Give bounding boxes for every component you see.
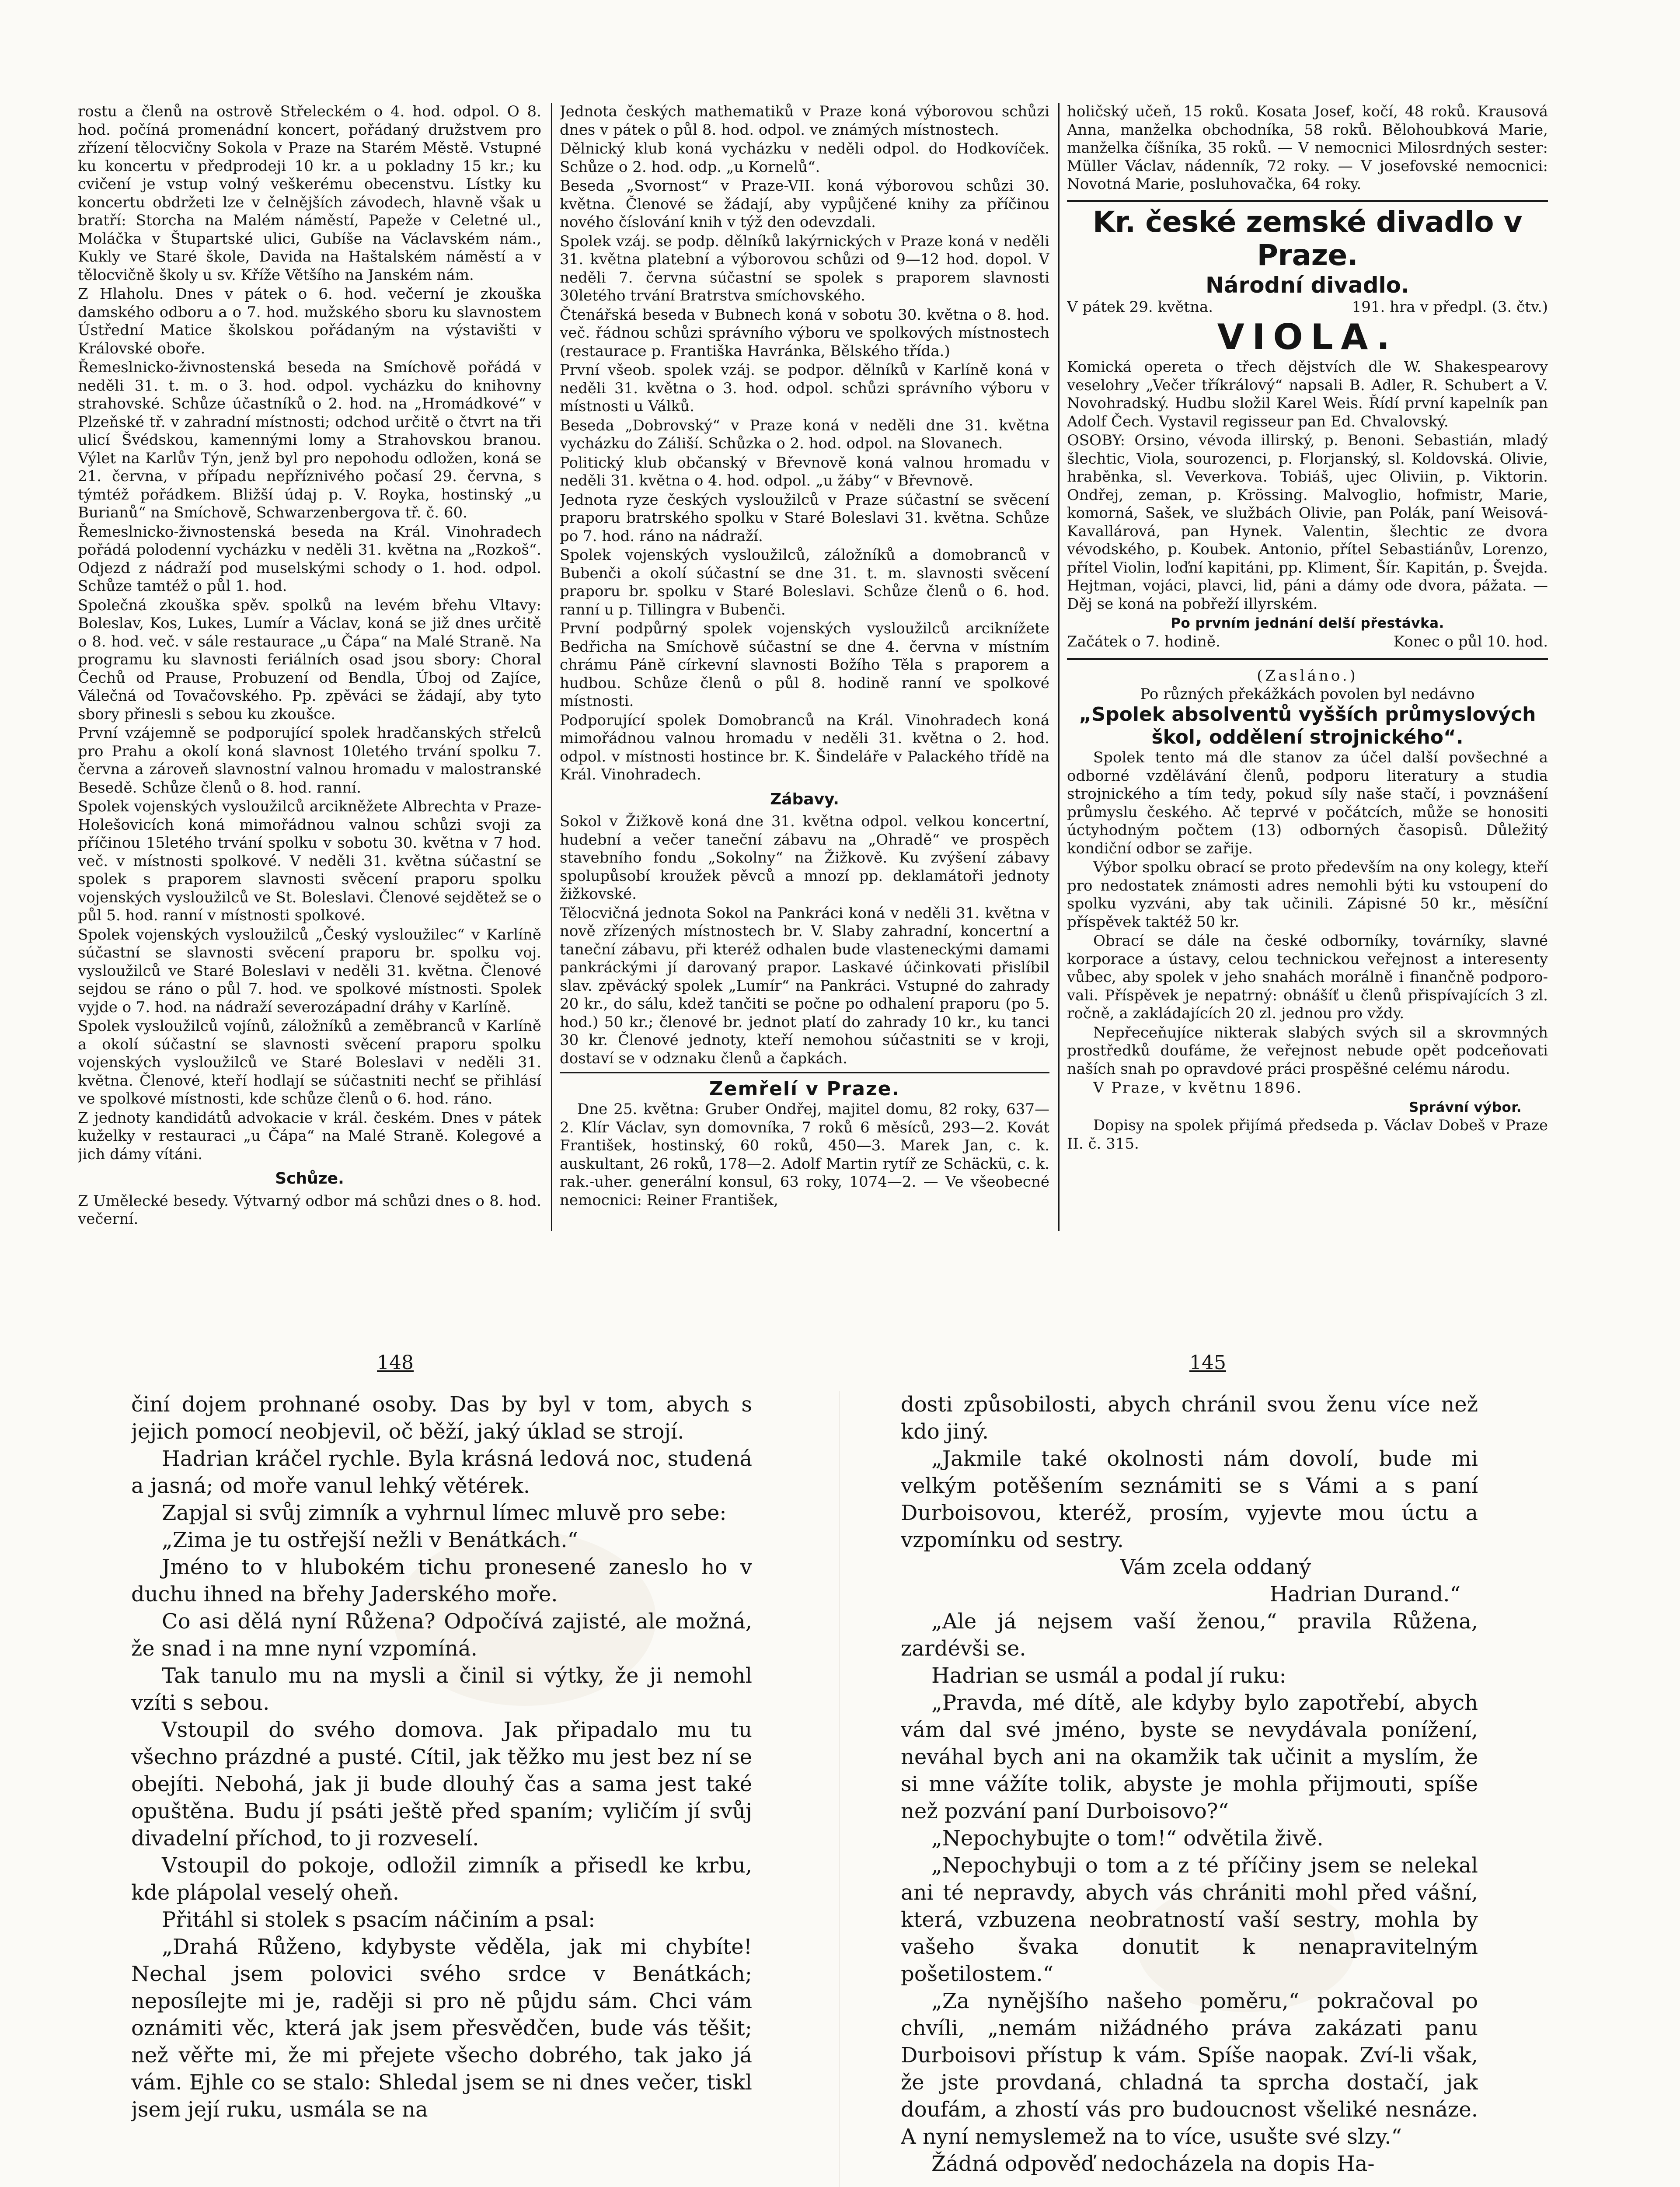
letter-signature: Hadrian Durand.“ [1269,1582,1460,1607]
story-paragraph: „Za nynějšího našeho poměru,“ pokračoval po chvíli, „nemám nižádného práva zakázati panu Durboisovi přístup k vám. Spíše naopak. Zví-li však, že jste provdaná, chladná ta sprcha dostačí, jak doufám, a zhostí vás pro budoucnost všeliké nesnáze. A nyní nemyslemež na to více, usušte své slzy.“ [901,1989,1478,2149]
column-rule-2 [1058,103,1060,1231]
story-paragraph: „Pravda, mé dítě, ale kdyby bylo zapotřebí, abych vám dal své jméno, byste se nevydávala ponížení, neváhal bych ani na okamžik tak učinit a myslím, že si mne vážíte tolik, abyste je mohla přijmouti, spíše než pozvání paní Durboisovo?“ [901,1691,1478,1824]
story-paragraph: Tak tanulo mu na mysli a činil si výtky, že ji nemohl vzíti s sebou. [131,1663,752,1715]
notice-item: Jednota českých mathematiků v Praze koná výborovou schůzi dnes v pátek o půl 8. hod. odpol. ve známých místnostech. [560,103,1049,139]
zaslano-signature: Správní výbor. [1409,1099,1522,1115]
zaslano-p3: Obrací se dále na české odborníky, továrníky, slavné korporace a ústavy, celou technickou veřejnost a interesenty vůbec, aby spolek v jeho snahách morálně i finančně podporovali. Příspěvek je nepatrný: obnášíť u členů přispívajících 3 zl. ročně, a zakládajících 20 zl. jednou pro vždy. [1067,932,1548,1022]
notice-item: První všeob. spolek vzáj. se podpor. dělníků v Karlíně koná v neděli 31. května o 3. hod. odpol. schůzi správního výboru v místnosti u Válků. [560,361,1049,415]
story-paragraph: Hadrian se usmál a podal jí ruku: [931,1663,1286,1688]
zaslano-place: V Praze, v květnu 1896. [1093,1079,1303,1097]
zaslano-label: (Zasláno.) [1257,667,1358,685]
notice-item: Řemeslnicko-živnostenská beseda na Král. Vinohradech pořádá polodenní vycházku v neděli 31. května na „Rozkoš“. Odjezd z nádraží pod muselskými schody o 1. hod. odpol. Schůze tamtéž o půl 1. hod. [78,523,541,595]
story-paragraph: Vstoupil do svého domova. Jak připadalo mu tu všechno prázdné a pusté. Cítil, jak těžko mu jest bez ní se obejíti. Nebohá, jak ji bude dlouhý čas a sama jest také opuštěna. Budu jí psáti ještě před spaním; vyličím jí svůj divadelní příchod, to ji rozveselí. [131,1718,752,1851]
right-page-text [901,1391,1478,2187]
notice-item: rostu a členů na ostrově Střeleckém o 4. hod. odpol. O 8. hod. počíná promenádní koncert, pořádaný družstvem pro zřízení tělocvičny Sokola v Praze na Starém Městě. Vstupné ku koncertu v předprodeji 10 kr. a u pokladny 15 kr.; ku cvičení je vstup volný veškerému obecenstvu. Lístky ku koncertu obdržeti lze v čelnějších závodech, hlavně však u bratří: Storcha na Malém náměstí, Papeže v Celetné ul., Moláčka v Štupartské ulici, Gubíše na Václavském nám., Kukly ve Staré škole, Davida na Haštalském náměstí a v tělocvičně školy u sv. Kříže Většího na Janském nám. [78,103,541,284]
notice-item: Spolek vzáj. se podp. dělníků lakýrnických v Praze koná v neděli 31. května platební a výborovou schůzi od 9—12 hod. dopol. V neděli 7. června súčastní se spolek s praporem slavnosti 30letého trvání Bratrstva smíchovského. [560,232,1049,304]
play-title: VIOLA. [1217,317,1398,357]
left-page-text [131,1391,752,2187]
notice-item: Spolek vysloužilců vojínů, záložníků a zeměbranců v Karlíně a okolí súčastní se slavnosti svěcení praporu spolku vojenských vysloužilců ve Staré Boleslavi v neděli 31. května. Členové, kteří hodlají se súčastniti nechť se přihlásí ve spolkové místnosti, kde schůze členů o 6. hod. ráno. [78,1017,541,1107]
notice-item: Čtenářská beseda v Bubnech koná v sobotu 30. května o 8. hod. več. řádnou schůzi správního výboru ve spolkových místnostech (restaurace p. Františka Havránka, Bělského třída.) [560,306,1049,360]
zaslano-p1: Spolek tento má dle stanov za účel další povšechné a odborné vzdělávání členů, podporu literatury a studia strojnického a tím tedy, pokud síly naše stačí, i povznášení průmyslu českého. Ač teprvé v počátcích, může se honositi úctyhodným počtem (13) odborných časopisů. Důležitý kondiční odbor se zařije. [1067,749,1548,857]
theatre-subtitle: Národní divadlo. [1205,272,1410,298]
story-paragraph: „Jakmile také okolnosti nám dovolí, bude mi velkým potěšením seznámiti se s Vámi a s paní Durboisovou, kteréž, prosím, vyjevte mou úctu a vzpomínku od sestry. [901,1446,1478,1552]
notice-item: Z jednoty kandidátů advokacie v král. českém. Dnes v pátek kuželky v restauraci „u Čápa“ na Malé Straně. Kolegové a jich dámy vítáni. [78,1109,541,1163]
notice-item: Spolek vojenských vysloužilců arcikněžete Albrechta v Praze-Holešovicích koná mimořádnou valnou schůzi svoji za příčinou 15letého trvání spolku v sobotu 30. května v 7 hod. več. v místnosti spolkové. V neděli 31. května súčastní se spolek s praporem slavnosti svěcení praporu spolku vojenských vysloužilců ve St. Boleslavi. Členové sejdětež se o půl 5. hod. ranní v místnosti spolkové. [78,798,541,924]
zaslano-title: „Spolek absolventů vyšších průmyslových škol, oddělení strojnického“. [1079,703,1536,748]
notice-item: Podporující spolek Domobranců na Král. Vinohradech koná mimořádnou valnou hromadu v neděli 31. května o 2. hod. odpol. v místnosti hostince br. K. Šindeláře v Palackého třídě na Král. Vinohradech. [560,711,1049,783]
play-description: Komická opereta o třech dějstvích dle W. Shakespearovy veselohry „Večer tříkrálový“ napsali B. Adler, R. Schubert a V. Novohradský. Hudbu složil Karel Weis. Řídí první kapelník pan Adolf Čech. Vystavil regisseur pan Ed. Chvalovský. [1067,358,1548,430]
story-paragraph: „Nepochybujte o tom!“ odvětila živě. [931,1826,1324,1851]
left-page-number: 148 [377,1352,414,1374]
top-column-3 [1067,103,1548,1288]
notice-item: Společná zkouška spěv. spolků na levém břehu Vltavy: Boleslav, Kos, Lukes, Lumír a Václav, koná se již dnes určitě o 8. hod. več. v sále restaurace „u Čápa“ na Malé Straně. Na programu ku slavnosti feriálních osad jsou sbory: Choral Čechů od Prause, Probuzení od Bendla, Úboj od Zajíce, Válečná od Tovačovského. Pp. zpěváci se žádají, aby tyto sbory přinesli s sebou ku zkoušce. [78,596,541,723]
story-paragraph: Co asi dělá nyní Růžena? Odpočívá zajisté, ale možná, že snad i na mne nyní vzpomíná. [131,1609,752,1661]
story-paragraph: dosti způsobilosti, abych chránil svou ženu více než kdo jiný. [901,1392,1478,1444]
notice-item: První podpůrný spolek vojenských vysloužilců arciknížete Bedřicha na Smíchově súčastní se dne 4. června v místním chrámu Páně církevní slavnosti Božího Těla s praporem a hudbou. Schůze členů o půl 8. hodině ranní ve spolkové místnosti. [560,620,1049,710]
story-paragraph: „Ale já nejsem vaší ženou,“ pravila Růžena, zardévši se. [901,1609,1478,1661]
top-column-2 [560,103,1049,1288]
story-paragraph: Hadrian kráčel rychle. Byla krásná ledová noc, studená a jasná; od moře vanul lehký větérek. [131,1446,752,1498]
notice-item: První vzájemně se podporující spolek hradčanských střelců pro Prahu a okolí koná slavnost 10letého trvání spolku 7. června a zároveň slavnostní valnou hromadu v malostranské Besedě. Schůze členů o 8. hod. ranní. [78,724,541,797]
zaslano-p2: Výbor spolku obrací se proto především na ony kolegy, kteří pro nedostatek známosti adres nemohli býti ku vstoupení do spolku vyzváni, aby tak učinili. Zápisné 50 kr., měsíční příspěvek taktéž 50 kr. [1067,859,1548,931]
notice-item: Spolek vojenských vysloužilců „Český vysloužilec“ v Karlíně súčastní se slavnosti svěcení praporu br. spolku voj. vysloužilců ve Staré Boleslavi v neděli 31. května. Členové sejdou se ráno o půl 7. hod. ve spolkové místnosti. Spolek vyjde o 7. hod. na nádraží severozápadní dráhy v Karlíně. [78,926,541,1016]
story-paragraph: „Nepochybuji o tom a z té příčiny jsem se nelekal ani té nepravdy, abych vás chrániti mohl před vášní, která, vzbuzena neobratností vaší sestry, mohla by vašeho švaka donutit k nenapravitelným pošetilostem.“ [901,1853,1478,1986]
theatre-notice: Po prvním jednání delší přestávka. [1171,615,1444,631]
notice-item: Sokol v Žižkově koná dne 31. května odpol. velkou koncertní, hudební a večer taneční zábavu na „Ohradě“ ve prospěch stavebního fondu „Sokolny“ na Žižkově. Ku zvýšení zábavy spolupůsobí kroužek pěvců a mnozí pp. deklamátoři jednoty žižkovské. [560,813,1049,903]
story-paragraph: „Zima je tu ostřejší nežli v Benátkách.“ [162,1528,579,1552]
column-rule-1 [551,103,552,1231]
deaths-text: Dne 25. května: Gruber Ondřej, majitel domu, 82 roky, 637—2. Klír Václav, syn domovníka, 7 roků 6 měsíců, 293—2. Kovát František, hostinský, 60 roků, 450—3. Marek Jan, c. k. auskultant, 26 roků, 178—2. Adolf Martin rytíř ze Schäckü, c. k. rak.-uher. generální konsul, 63 roky, 1074—2. — Ve všeobecné nemocnici: Reiner František, [560,1100,1049,1209]
deaths-heading: Zemřelí v Praze. [709,1078,900,1100]
notice-item: Beseda „Dobrovský“ v Praze koná v neděli dne 31. května vycházku do Záliší. Schůzka o 2. hod. odpol. na Slovanech. [560,416,1049,452]
theatre-end: Konec o půl 10. hod. [1393,632,1548,650]
theatre-times [1067,633,1548,651]
notice-item: Tělocvičná jednota Sokol na Pankráci koná v neděli 31. května v nově zřízených místnostech br. V. Slaby zahradní, koncertní a taneční zábavu, při kteréž odhalen bude vlasteneckými damami pankráckými jí darovaný prapor. Laskavé účinkovati přislíbil slav. zpěvácký spolek „Lumír“ na Pankráci. Vstupné do zahrady 20 kr., do sálu, kdež tančiti se počne po odhalení praporu (po 5. hod.) 50 kr.; členové br. jednot platí do zahrady 10 kr., ku tanci 30 kr. Členové jednoty, kteří nemohou súčastniti se v kroji, dostaví se v odznaku členů a čapkách. [560,904,1049,1067]
theatre-date-row [1067,298,1548,317]
notice-item: Spolek vojenských vysloužilců, záložníků a domobranců v Bubenči a okolí súčastní se dne 31. t. m. slavnosti svěcení praporu br. spolku v Staré Boleslavi. Schůze členů o 6. hod. ranní u p. Tillingra v Bubenči. [560,546,1049,618]
zaslano-intro: Po různých překážkách povolen byl nedávno [1140,685,1475,703]
story-paragraph: Zapjal si svůj zimník a vyhrnul límec mluvě pro sebe: [162,1501,727,1525]
zabavy-heading: Zábavy. [770,790,839,808]
story-paragraph: činí dojem prohnané osoby. Das by byl v tom, abych s jejich pomocí neobjevil, oč běží, jaký úklad se strojí. [131,1392,752,1444]
schuze-heading: Schůze. [275,1170,344,1188]
notice-item: Dělnický klub koná vycházku v neděli odpol. do Hodkovíček. Schůze o 2. hod. odp. „u Kornelů“. [560,140,1049,176]
notice-item: Jednota ryze českých vysloužilců v Praze súčastní se svěcení praporu bratrského spolku v Staré Boleslavi 31. května. Schůze po 7. hod. ráno na nádraží. [560,491,1049,545]
story-paragraph: Jméno to v hlubokém tichu pronesené zaneslo ho v duchu ihned na břehy Jaderského moře. [131,1555,752,1607]
zaslano-p4: Nepřeceňujíce nikterak slabých svých sil a skrovmných prostředků doufáme, že veřejnost nebude opět podceňovati naších snah po opravdové práci prospěšné celému národu. [1067,1024,1548,1078]
story-paragraph: Žádná odpověď nedocházela na dopis Ha- [931,2152,1375,2176]
theatre-perf: 191. hra v předpl. (3. čtv.) [1352,298,1548,316]
play-cast: OSOBY: Orsino, vévoda illirský, p. Benoni. Sebastián, mladý šlechtic, Viola, sourozenci, p. Florjanský, sl. Koldovská. Olivie, hraběnka, sl. Veverkova. Tobiáš, ujec Oliviin, p. Viktorin. Ondřej, zeman, p. Krössing. Malvoglio, hofmistr, Marie, komorná, Sašek, ve službách Olivie, pan Polák, paní Weisová-Kavallárová, pan Hynek. Valentin, šlechtic ze dvora vévodského, p. Koubek. Antonio, přítel Sebastiánův, Lorenzo, přítel Violin, loďní kapitáni, pp. Kliment, Šír. Kapitán, p. Švejda. Hejtman, vojáci, plavci, lid, páni a dámy ode dvora, pážata. — Děj se koná na pobřeží illyrském. [1067,432,1548,613]
letter-closing: Vám zcela oddaný [1120,1555,1311,1579]
story-paragraph: Vstoupil do pokoje, odložil zimník a přisedl ke krbu, kde plápolal veselý oheň. [131,1853,752,1905]
deaths-continued: holičský učeň, 15 roků. Kosata Josef, kočí, 48 roků. Krausová Anna, manželka obchodníka, 58 roků. Bělohoubková Marie, manželka číšníka, 35 roků. — V nemocnici Milosrdných sester: Müller Václav, nádenník, 72 roky. — V josefovské nemocnici: Novotná Marie, posluhovačka, 64 roky. [1067,103,1548,193]
theatre-date: V pátek 29. května. [1067,298,1213,316]
notice-item: Z Hlaholu. Dnes v pátek o 6. hod. večerní je zkouška damského odboru a o 7. hod. mužského sboru ku slavnostem Ústřední Matice školskou pořádaným na výstavišti v Královské oboře. [78,285,541,357]
story-paragraph: Přitáhl si stolek s psacím náčiním a psal: [162,1908,596,1932]
theatre-title: Kr. české zemské divadlo v Praze. [1092,205,1523,272]
story-paragraph: „Drahá Růženo, kdybyste věděla, jak mi chybíte! Nechal jsem polovici svého srdce v Benátkách; neposílejte mi je, raději si pro ně půjdu sám. Chci vám oznámiti věc, která jak jsem přesvědčen, bude vás těšit; než věřte mi, že mi přejete všecho dobrého, tak jako já vám. Ejhle co se stalo: Shledal jsem se ni dnes večer, tiskl jsem její ruku, usmála se na [131,1935,752,2122]
notice-item: Řemeslnicko-živnostenská beseda na Smíchově pořádá v neděli 31. t. m. o 3. hod. odpol. vycházku do knihovny strahovské. Schůze účastníků o 2. hod. na „Hromádkové“ v Plzeňské tř. v zahradní místnosti; odchod určitě o čtvrt na tři ulicí Švédskou, kamennými lomy a Strahovskou branou. Výlet na Karlův Týn, jenž byl pro nepohodu odložen, koná se 21. června, v případu nepříznivého počasí 29. června, s týmtéž pořádkem. Bližší údaj p. V. Royka, hostinský „u Burianů“ na Smíchově, Schwarzenbergova tř. č. 60. [78,359,541,521]
notice-item: Politický klub občanský v Břevnově koná valnou hromadu v neděli 31. května o 4. hod. odpol. „u žáby“ v Břevnově. [560,454,1049,489]
theatre-start: Začátek o 7. hodině. [1067,632,1220,650]
zaslano-address: Dopisy na spolek přijímá předseda p. Václav Dobeš v Praze II. č. 315. [1067,1117,1548,1153]
right-page-number: 145 [1189,1352,1226,1374]
top-column-1 [78,103,541,1288]
notice-item: Beseda „Svornost“ v Praze-VII. koná výborovou schůzi 30. května. Členové se žádají, aby vypůjčené knihy za příčinou nového číslování knih v týž den odevzdali. [560,177,1049,231]
notice-item: Z Umělecké besedy. Výtvarný odbor má schůzi dnes o 8. hod. večerní. [78,1192,541,1228]
